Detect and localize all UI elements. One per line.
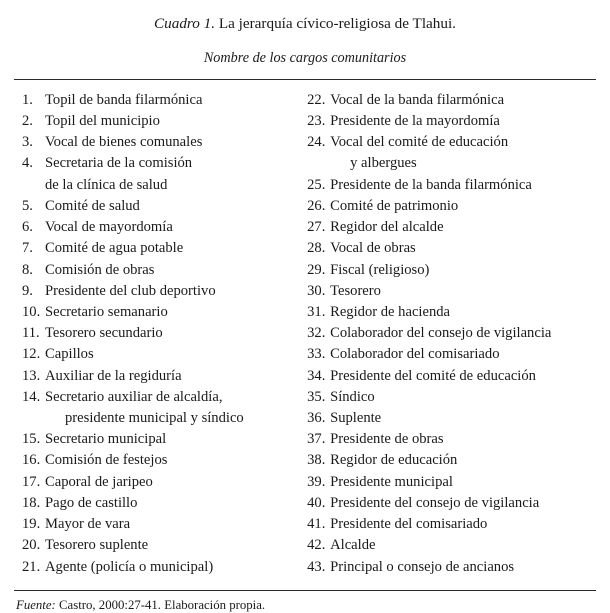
list-item-label bbox=[45, 196, 301, 217]
list-item-line: Pago de castillo bbox=[45, 494, 138, 511]
list-item-line: Síndico bbox=[330, 388, 375, 405]
list-item-label bbox=[330, 323, 596, 344]
list-item-label bbox=[45, 260, 301, 281]
list-item-label bbox=[45, 111, 301, 132]
list-item-number: 9. bbox=[22, 282, 33, 299]
list-item-label bbox=[330, 281, 596, 302]
list-item bbox=[307, 429, 596, 450]
list-item bbox=[22, 429, 301, 450]
list-item bbox=[307, 472, 596, 493]
list-item-label bbox=[330, 535, 596, 556]
list-item-label bbox=[45, 344, 301, 365]
list-item-line: Topil del municipio bbox=[45, 112, 160, 129]
list-item-label bbox=[45, 90, 301, 111]
list-item bbox=[22, 90, 301, 111]
list-item-number: 41. bbox=[307, 516, 326, 533]
list-item bbox=[307, 260, 596, 281]
list-item bbox=[307, 366, 596, 387]
table-subtitle: Nombre de los cargos comunitarios bbox=[203, 49, 407, 66]
list-item-line: Alcalde bbox=[330, 537, 376, 554]
list-item-line: Vocal del comité de educación bbox=[330, 134, 509, 151]
list-item bbox=[22, 493, 301, 514]
list-item bbox=[307, 408, 596, 429]
list-item-number: 16. bbox=[22, 452, 41, 469]
list-item-line: Secretario semanario bbox=[45, 303, 168, 320]
list-item-number: 5. bbox=[22, 197, 33, 214]
list-item bbox=[22, 238, 301, 259]
list-item bbox=[22, 196, 301, 217]
list-item-label bbox=[330, 238, 596, 259]
list-item-number: 22. bbox=[307, 91, 326, 108]
list-item-label bbox=[330, 111, 596, 132]
list-item-label bbox=[330, 514, 596, 535]
list-item-label bbox=[45, 493, 301, 514]
list-item-line: Vocal de obras bbox=[330, 240, 416, 257]
list-item-label bbox=[45, 281, 301, 302]
list-item-line: Suplente bbox=[330, 410, 382, 427]
list-item-line: Regidor de hacienda bbox=[330, 303, 451, 320]
list-item-line: Caporal de jaripeo bbox=[45, 473, 153, 490]
list-item bbox=[307, 387, 596, 408]
list-item bbox=[307, 90, 596, 111]
list-item bbox=[22, 281, 301, 302]
list-item-number: 35. bbox=[307, 388, 326, 405]
list-item-number: 3. bbox=[22, 134, 33, 151]
list-item-line: Presidente del comisariado bbox=[330, 516, 488, 533]
list-item-label bbox=[330, 472, 596, 493]
list-item bbox=[307, 557, 596, 578]
list-item bbox=[307, 281, 596, 302]
list-item-line: Secretario auxiliar de alcaldía, bbox=[45, 388, 223, 405]
list-item-label bbox=[45, 387, 301, 429]
list-item-number: 39. bbox=[307, 473, 326, 490]
list-item-label bbox=[330, 302, 596, 323]
list-item-number: 27. bbox=[307, 219, 326, 236]
list-item-label bbox=[45, 535, 301, 556]
list-item-number: 34. bbox=[307, 367, 326, 384]
list-column-left bbox=[14, 90, 301, 578]
list-item-number: 23. bbox=[307, 112, 326, 129]
list-item bbox=[22, 472, 301, 493]
list-item-number: 29. bbox=[307, 261, 326, 278]
list-item bbox=[307, 217, 596, 238]
list-item bbox=[307, 514, 596, 535]
list-item-line: Vocal de mayordomía bbox=[45, 219, 173, 236]
source-text: Castro, 2000:27-41. Elaboración propia. bbox=[55, 597, 266, 612]
list-item-line: Comisión de obras bbox=[45, 261, 155, 278]
list-item-line: Principal o consejo de ancianos bbox=[330, 558, 515, 575]
list-item bbox=[22, 217, 301, 238]
list-item-number: 4. bbox=[22, 155, 33, 172]
list-item-line: Presidente de la mayordomía bbox=[330, 112, 500, 129]
list-item bbox=[22, 450, 301, 471]
list-item-number: 11. bbox=[22, 325, 40, 342]
list-item-label bbox=[45, 366, 301, 387]
list-item bbox=[22, 132, 301, 153]
list-item-line: Mayor de vara bbox=[45, 516, 131, 533]
list-item-label bbox=[45, 217, 301, 238]
list-item-label bbox=[330, 387, 596, 408]
list-item-label bbox=[330, 175, 596, 196]
list-item-line: Comité de salud bbox=[45, 197, 140, 214]
list-item-label bbox=[45, 132, 301, 153]
list-item-number: 21. bbox=[22, 558, 41, 575]
list-item bbox=[307, 344, 596, 365]
list-item bbox=[22, 344, 301, 365]
list-item-line: Auxiliar de la regiduría bbox=[45, 367, 182, 384]
list-item-number: 31. bbox=[307, 303, 326, 320]
list-item-continuation: de la clínica de salud bbox=[45, 176, 168, 193]
list-item bbox=[22, 535, 301, 556]
list-item-line: Capillos bbox=[45, 346, 94, 363]
list-item bbox=[307, 196, 596, 217]
list-item-line: Fiscal (religioso) bbox=[330, 261, 430, 278]
list-item-line: Regidor de educación bbox=[330, 452, 458, 469]
list-column-right bbox=[301, 90, 596, 578]
list-item-number: 32. bbox=[307, 325, 326, 342]
list-item-label bbox=[330, 450, 596, 471]
list-item-label bbox=[330, 196, 596, 217]
list-item-label bbox=[330, 217, 596, 238]
list-item-number: 43. bbox=[307, 558, 326, 575]
list-item-label bbox=[45, 514, 301, 535]
list-item-number: 24. bbox=[307, 134, 326, 151]
list-item bbox=[307, 493, 596, 514]
list-item-number: 7. bbox=[22, 240, 33, 257]
list-item-line: Secretaria de la comisión bbox=[45, 155, 193, 172]
list-item-line: Comisión de festejos bbox=[45, 452, 168, 469]
list-item-line: Vocal de bienes comunales bbox=[45, 134, 203, 151]
list-item-number: 38. bbox=[307, 452, 326, 469]
list-item bbox=[307, 175, 596, 196]
list-item bbox=[307, 132, 596, 174]
caption-number: Cuadro 1. bbox=[154, 15, 216, 32]
list-item-number: 42. bbox=[307, 537, 326, 554]
list-item bbox=[307, 450, 596, 471]
list-item-label bbox=[330, 90, 596, 111]
list-item bbox=[307, 323, 596, 344]
list-item-line: Comité de agua potable bbox=[45, 240, 184, 257]
list-columns bbox=[14, 80, 596, 586]
list-item-line: Presidente de obras bbox=[330, 431, 444, 448]
figure-caption bbox=[14, 14, 596, 34]
list-item bbox=[307, 302, 596, 323]
list-item-number: 13. bbox=[22, 367, 41, 384]
list-item-number: 26. bbox=[307, 197, 326, 214]
list-item-number: 20. bbox=[22, 537, 41, 554]
list-item-number: 36. bbox=[307, 410, 326, 427]
list-item-number: 12. bbox=[22, 346, 41, 363]
list-item-number: 2. bbox=[22, 112, 33, 129]
list-item-line: Presidente municipal bbox=[330, 473, 453, 490]
list-item-number: 15. bbox=[22, 431, 41, 448]
table-bottom-rule bbox=[14, 590, 596, 591]
list-item-label bbox=[45, 238, 301, 259]
list-item-continuation: presidente municipal y síndico bbox=[65, 410, 244, 427]
list-item-label bbox=[330, 132, 596, 174]
list-item-line: Presidente del consejo de vigilancia bbox=[330, 494, 540, 511]
list-item-number: 37. bbox=[307, 431, 326, 448]
list-item-label bbox=[330, 344, 596, 365]
list-item-line: Colaborador del consejo de vigilancia bbox=[330, 325, 552, 342]
list-item bbox=[22, 366, 301, 387]
caption-text: La jerarquía cívico-religiosa de Tlahui. bbox=[215, 15, 456, 32]
list-item bbox=[22, 323, 301, 344]
list-item-line: Comité de patrimonio bbox=[330, 197, 459, 214]
list-item-number: 30. bbox=[307, 282, 326, 299]
list-item-label bbox=[45, 557, 301, 578]
list-item-line: Presidente del club deportivo bbox=[45, 282, 216, 299]
list-item-line: Vocal de la banda filarmónica bbox=[330, 91, 505, 108]
list-item bbox=[22, 302, 301, 323]
list-item-label bbox=[330, 557, 596, 578]
list-item bbox=[307, 238, 596, 259]
list-item bbox=[22, 111, 301, 132]
list-item-label bbox=[330, 429, 596, 450]
list-item-label bbox=[330, 493, 596, 514]
list-item-number: 14. bbox=[22, 388, 41, 405]
source-label: Fuente: bbox=[16, 597, 56, 612]
list-item-label bbox=[45, 153, 301, 195]
list-item-label bbox=[330, 366, 596, 387]
figure-source bbox=[14, 598, 596, 613]
list-item-number: 10. bbox=[22, 303, 41, 320]
list-item bbox=[22, 387, 301, 429]
list-item-label bbox=[330, 408, 596, 429]
list-item-number: 8. bbox=[22, 261, 33, 278]
list-item-label bbox=[45, 450, 301, 471]
list-item-number: 25. bbox=[307, 176, 326, 193]
list-item-number: 1. bbox=[22, 91, 33, 108]
list-item-line: Regidor del alcalde bbox=[330, 219, 444, 236]
list-item bbox=[307, 535, 596, 556]
list-item bbox=[307, 111, 596, 132]
list-item bbox=[22, 514, 301, 535]
list-item-continuation: y albergues bbox=[350, 155, 417, 172]
list-item-line: Secretario municipal bbox=[45, 431, 167, 448]
list-item bbox=[22, 153, 301, 195]
list-item bbox=[22, 260, 301, 281]
list-item-line: Tesorero bbox=[330, 282, 381, 299]
list-item-line: Tesorero suplente bbox=[45, 537, 149, 554]
list-item-line: Colaborador del comisariado bbox=[330, 346, 500, 363]
list-item-label bbox=[45, 302, 301, 323]
list-item-number: 6. bbox=[22, 219, 33, 236]
list-item-number: 17. bbox=[22, 473, 41, 490]
list-item-number: 19. bbox=[22, 516, 41, 533]
list-item bbox=[22, 557, 301, 578]
list-item-line: Topil de banda filarmónica bbox=[45, 91, 203, 108]
list-item-line: Agente (policía o municipal) bbox=[45, 558, 214, 575]
list-item-line: Presidente de la banda filarmónica bbox=[330, 176, 532, 193]
list-item-label bbox=[45, 323, 301, 344]
list-item-label bbox=[330, 260, 596, 281]
list-item-label bbox=[45, 429, 301, 450]
list-item-line: Presidente del comité de educación bbox=[330, 367, 536, 384]
list-item-number: 33. bbox=[307, 346, 326, 363]
list-item-line: Tesorero secundario bbox=[45, 325, 163, 342]
list-item-number: 40. bbox=[307, 494, 326, 511]
list-item-number: 18. bbox=[22, 494, 41, 511]
list-item-number: 28. bbox=[307, 240, 326, 257]
list-item-label bbox=[45, 472, 301, 493]
